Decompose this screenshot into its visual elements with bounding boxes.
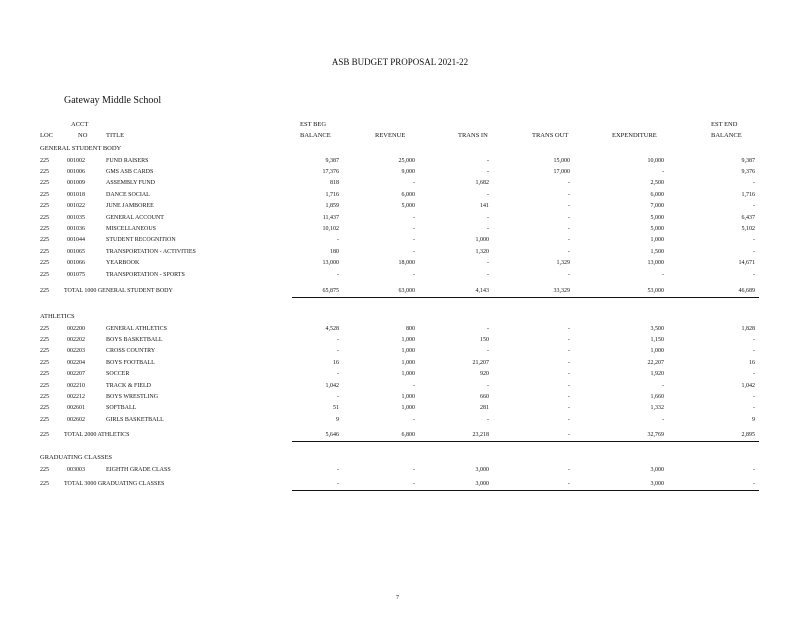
- total-value: -: [337, 481, 339, 487]
- row-value: -: [568, 382, 570, 389]
- row-value: -: [568, 359, 570, 366]
- row-value: 150: [480, 336, 489, 343]
- row-title: TRANSPORTATION - ACTIVITIES: [106, 248, 196, 255]
- row-title: BOYS BASKETBALL: [106, 336, 163, 343]
- row-value: 9: [752, 416, 755, 423]
- total-rule: [292, 297, 759, 298]
- row-value: -: [487, 325, 489, 332]
- row-value: -: [487, 225, 489, 232]
- row-value: -: [413, 225, 415, 232]
- row-value: 6,000: [401, 191, 415, 198]
- row-value: -: [753, 405, 755, 412]
- row-value: 1,000: [401, 405, 415, 412]
- row-value: 141: [480, 203, 489, 210]
- row-value: 2,500: [650, 180, 664, 187]
- row-value: -: [337, 393, 339, 400]
- row-acct-no: 001002: [67, 157, 85, 164]
- row-value: -: [568, 416, 570, 423]
- row-loc: 225: [40, 466, 49, 473]
- row-value: -: [753, 371, 755, 378]
- row-value: -: [568, 348, 570, 355]
- row-title: GENERAL ACCOUNT: [106, 214, 164, 221]
- row-acct-no: 001006: [67, 168, 85, 175]
- row-value: -: [568, 191, 570, 198]
- row-value: -: [487, 191, 489, 198]
- row-title: ASSEMBLY FUND: [106, 180, 156, 187]
- row-title: STUDENT RECOGNITION: [106, 237, 176, 244]
- row-value: 7,000: [650, 203, 664, 210]
- row-value: 6,437: [741, 214, 755, 221]
- row-value: -: [413, 466, 415, 473]
- row-value: 1,150: [650, 336, 664, 343]
- row-loc: 225: [40, 203, 49, 210]
- total-value: 4,143: [475, 287, 489, 294]
- header-revenue: REVENUE: [375, 132, 406, 139]
- row-value: -: [487, 271, 489, 278]
- row-title: SOCCER: [106, 371, 130, 378]
- row-value: 17,000: [553, 168, 570, 175]
- row-value: 1,000: [401, 371, 415, 378]
- row-value: -: [568, 405, 570, 412]
- row-value: 16: [749, 359, 755, 366]
- header-trans-in: TRANS IN: [458, 132, 488, 139]
- row-value: 1,920: [650, 371, 664, 378]
- total-value: 33,329: [553, 287, 570, 294]
- row-value: 1,320: [475, 248, 489, 255]
- row-value: -: [568, 325, 570, 332]
- row-acct-no: 001044: [67, 237, 85, 244]
- row-value: 1,716: [325, 191, 339, 198]
- row-title: JUNE JAMBOREE: [106, 203, 154, 210]
- row-value: 281: [480, 405, 489, 412]
- row-loc: 225: [40, 405, 49, 412]
- total-value: 5,646: [325, 432, 339, 438]
- row-value: -: [487, 168, 489, 175]
- row-value: -: [568, 393, 570, 400]
- row-title: MISCELLANEOUS: [106, 225, 157, 232]
- row-title: EIGHTH GRADE CLASS: [106, 466, 171, 473]
- total-value: 32,769: [647, 432, 664, 438]
- row-value: 1,000: [650, 237, 664, 244]
- row-acct-no: 002602: [67, 416, 85, 423]
- row-value: -: [568, 214, 570, 221]
- total-value: -: [568, 432, 570, 438]
- row-acct-no: 002203: [67, 348, 85, 355]
- total-title: TOTAL 1000 GENERAL STUDENT BODY: [64, 287, 173, 294]
- row-value: 13,000: [647, 260, 664, 267]
- row-value: 10,102: [322, 225, 339, 232]
- total-value: -: [413, 481, 415, 487]
- row-value: 11,437: [322, 214, 339, 221]
- row-value: -: [753, 466, 755, 473]
- row-value: -: [487, 260, 489, 267]
- total-loc: 225: [40, 432, 49, 438]
- row-value: -: [568, 336, 570, 343]
- row-value: -: [337, 371, 339, 378]
- row-loc: 225: [40, 214, 49, 221]
- row-value: 6,000: [650, 191, 664, 198]
- row-value: -: [568, 237, 570, 244]
- row-value: -: [753, 237, 755, 244]
- row-title: GENERAL ATHLETICS: [106, 325, 167, 332]
- row-value: 1,042: [741, 382, 755, 389]
- row-loc: 225: [40, 157, 49, 164]
- row-value: -: [753, 393, 755, 400]
- row-value: 3,000: [650, 466, 664, 473]
- row-acct-no: 001075: [67, 271, 85, 278]
- row-title: BOYS FOOTBALL: [106, 359, 155, 366]
- row-value: 1,042: [325, 382, 339, 389]
- row-loc: 225: [40, 325, 49, 332]
- row-acct-no: 002200: [67, 325, 85, 332]
- row-value: -: [568, 203, 570, 210]
- row-value: -: [753, 336, 755, 343]
- row-value: -: [337, 466, 339, 473]
- row-value: -: [568, 371, 570, 378]
- total-value: 3,000: [475, 481, 489, 487]
- row-acct-no: 002601: [67, 405, 85, 412]
- row-value: -: [413, 180, 415, 187]
- row-value: 5,000: [650, 225, 664, 232]
- header-acct: ACCT: [71, 121, 89, 128]
- row-loc: 225: [40, 336, 49, 343]
- header-title: TITLE: [106, 132, 125, 139]
- row-title: GIRLS BASKETBALL: [106, 416, 164, 423]
- row-loc: 225: [40, 348, 49, 355]
- row-value: 1,716: [741, 191, 755, 198]
- row-value: 180: [330, 248, 339, 255]
- row-value: 5,000: [650, 214, 664, 221]
- row-title: FUND RAISERS: [106, 157, 149, 164]
- row-value: 51: [333, 405, 339, 412]
- header-est-end-top: EST END: [711, 121, 738, 128]
- row-value: 5,000: [401, 203, 415, 210]
- row-loc: 225: [40, 248, 49, 255]
- total-value: -: [753, 481, 755, 487]
- total-value: -: [568, 481, 570, 487]
- row-value: 1,332: [650, 405, 664, 412]
- row-value: -: [487, 214, 489, 221]
- page-title: ASB BUDGET PROPOSAL 2021-22: [331, 57, 469, 67]
- row-value: -: [662, 416, 664, 423]
- row-acct-no: 001035: [67, 214, 85, 221]
- row-title: CROSS COUNTRY: [106, 348, 156, 355]
- header-loc: LOC: [40, 132, 53, 139]
- row-value: 1,000: [401, 359, 415, 366]
- row-loc: 225: [40, 237, 49, 244]
- row-loc: 225: [40, 393, 49, 400]
- row-value: 800: [406, 325, 415, 332]
- row-value: -: [337, 271, 339, 278]
- row-value: 4,528: [325, 325, 339, 332]
- row-value: -: [413, 214, 415, 221]
- row-value: -: [753, 348, 755, 355]
- row-value: -: [662, 168, 664, 175]
- row-value: -: [413, 382, 415, 389]
- row-value: 1,000: [475, 237, 489, 244]
- row-title: YEARBOOK: [106, 260, 140, 267]
- row-loc: 225: [40, 168, 49, 175]
- row-value: -: [568, 271, 570, 278]
- row-value: 1,329: [556, 260, 570, 267]
- row-acct-no: 001036: [67, 225, 85, 232]
- row-value: 1,000: [401, 393, 415, 400]
- row-acct-no: 001065: [67, 248, 85, 255]
- total-value: 65,875: [322, 287, 339, 294]
- row-value: -: [753, 180, 755, 187]
- row-value: 9,000: [401, 168, 415, 175]
- row-acct-no: 002202: [67, 336, 85, 343]
- row-value: 14,671: [738, 260, 755, 267]
- row-loc: 225: [40, 260, 49, 267]
- row-loc: 225: [40, 225, 49, 232]
- section-heading: ATHLETICS: [40, 313, 75, 320]
- total-value: 46,689: [738, 287, 755, 294]
- row-loc: 225: [40, 180, 49, 187]
- row-title: GMS ASB CARDS: [106, 168, 154, 175]
- row-acct-no: 002210: [67, 382, 85, 389]
- row-value: -: [753, 248, 755, 255]
- row-value: -: [662, 382, 664, 389]
- row-value: -: [753, 203, 755, 210]
- row-value: -: [568, 225, 570, 232]
- row-acct-no: 002204: [67, 359, 85, 366]
- total-title: TOTAL 2000 ATHLETICS: [64, 432, 130, 438]
- row-loc: 225: [40, 271, 49, 278]
- row-value: -: [487, 382, 489, 389]
- row-value: 1,500: [650, 248, 664, 255]
- row-loc: 225: [40, 416, 49, 423]
- row-acct-no: 001018: [67, 191, 85, 198]
- row-value: -: [662, 271, 664, 278]
- section-heading: GRADUATING CLASSES: [40, 454, 113, 461]
- row-value: 15,000: [553, 157, 570, 164]
- row-value: -: [568, 180, 570, 187]
- row-value: 13,000: [322, 260, 339, 267]
- header-est-end: BALANCE: [711, 132, 742, 139]
- row-value: 3,000: [475, 466, 489, 473]
- total-value: 3,000: [650, 481, 664, 487]
- row-value: 9: [336, 416, 339, 423]
- row-value: -: [337, 336, 339, 343]
- row-loc: 225: [40, 191, 49, 198]
- row-value: -: [568, 466, 570, 473]
- row-value: 660: [480, 393, 489, 400]
- row-value: 920: [480, 371, 489, 378]
- row-value: 9,387: [741, 157, 755, 164]
- row-value: 1,828: [741, 325, 755, 332]
- row-value: 17,376: [322, 168, 339, 175]
- row-value: 9,387: [325, 157, 339, 164]
- row-value: 18,000: [398, 260, 415, 267]
- total-loc: 225: [40, 287, 49, 294]
- total-value: 2,895: [741, 432, 755, 438]
- total-value: 6,800: [401, 432, 415, 438]
- row-title: SOFTBALL: [106, 405, 137, 412]
- row-value: 1,682: [475, 180, 489, 187]
- row-value: 1,660: [650, 393, 664, 400]
- row-title: BOYS WRESTLING: [106, 393, 159, 400]
- row-acct-no: 001009: [67, 180, 85, 187]
- row-loc: 225: [40, 359, 49, 366]
- row-value: 16: [333, 359, 339, 366]
- total-loc: 225: [40, 481, 49, 487]
- row-value: -: [753, 271, 755, 278]
- row-acct-no: 002207: [67, 371, 85, 378]
- row-value: 5,102: [741, 225, 755, 232]
- row-value: 1,000: [401, 348, 415, 355]
- school-name: Gateway Middle School: [64, 95, 162, 106]
- row-value: -: [487, 416, 489, 423]
- total-value: 63,000: [398, 287, 415, 294]
- row-title: TRANSPORTATION - SPORTS: [106, 271, 185, 278]
- row-value: -: [413, 237, 415, 244]
- header-expenditure: EXPENDITURE: [612, 132, 657, 139]
- row-loc: 225: [40, 382, 49, 389]
- total-rule: [292, 441, 759, 442]
- row-value: 818: [330, 180, 339, 187]
- row-value: -: [337, 237, 339, 244]
- row-value: 25,000: [398, 157, 415, 164]
- row-value: -: [413, 416, 415, 423]
- total-rule: [292, 490, 759, 491]
- row-value: -: [568, 248, 570, 255]
- header-trans-out: TRANS OUT: [532, 132, 569, 139]
- row-acct-no: 001066: [67, 260, 85, 267]
- row-value: 22,207: [647, 359, 664, 366]
- section-heading: GENERAL STUDENT BODY: [40, 145, 122, 152]
- row-loc: 225: [40, 371, 49, 378]
- total-value: 23,218: [472, 432, 489, 438]
- row-value: -: [487, 348, 489, 355]
- row-value: 1,000: [401, 336, 415, 343]
- row-value: 3,500: [650, 325, 664, 332]
- header-est-beg-top: EST BEG: [300, 121, 327, 128]
- page-number: 7: [396, 595, 399, 601]
- total-value: 53,000: [647, 287, 664, 294]
- total-title: TOTAL 3000 GRADUATING CLASSES: [64, 481, 165, 487]
- row-value: 10,000: [647, 157, 664, 164]
- row-acct-no: 001022: [67, 203, 85, 210]
- header-no: NO: [78, 132, 88, 139]
- row-title: DANCE SOCIAL: [106, 191, 150, 198]
- row-title: TRACK & FIELD: [106, 382, 151, 389]
- row-value: 9,376: [741, 168, 755, 175]
- row-acct-no: 002212: [67, 393, 85, 400]
- row-value: -: [413, 248, 415, 255]
- row-value: 21,207: [472, 359, 489, 366]
- header-est-beg: BALANCE: [300, 132, 331, 139]
- row-value: 1,000: [650, 348, 664, 355]
- row-acct-no: 003003: [67, 466, 85, 473]
- row-value: -: [413, 271, 415, 278]
- row-value: -: [487, 157, 489, 164]
- row-value: 1,859: [325, 203, 339, 210]
- row-value: -: [337, 348, 339, 355]
